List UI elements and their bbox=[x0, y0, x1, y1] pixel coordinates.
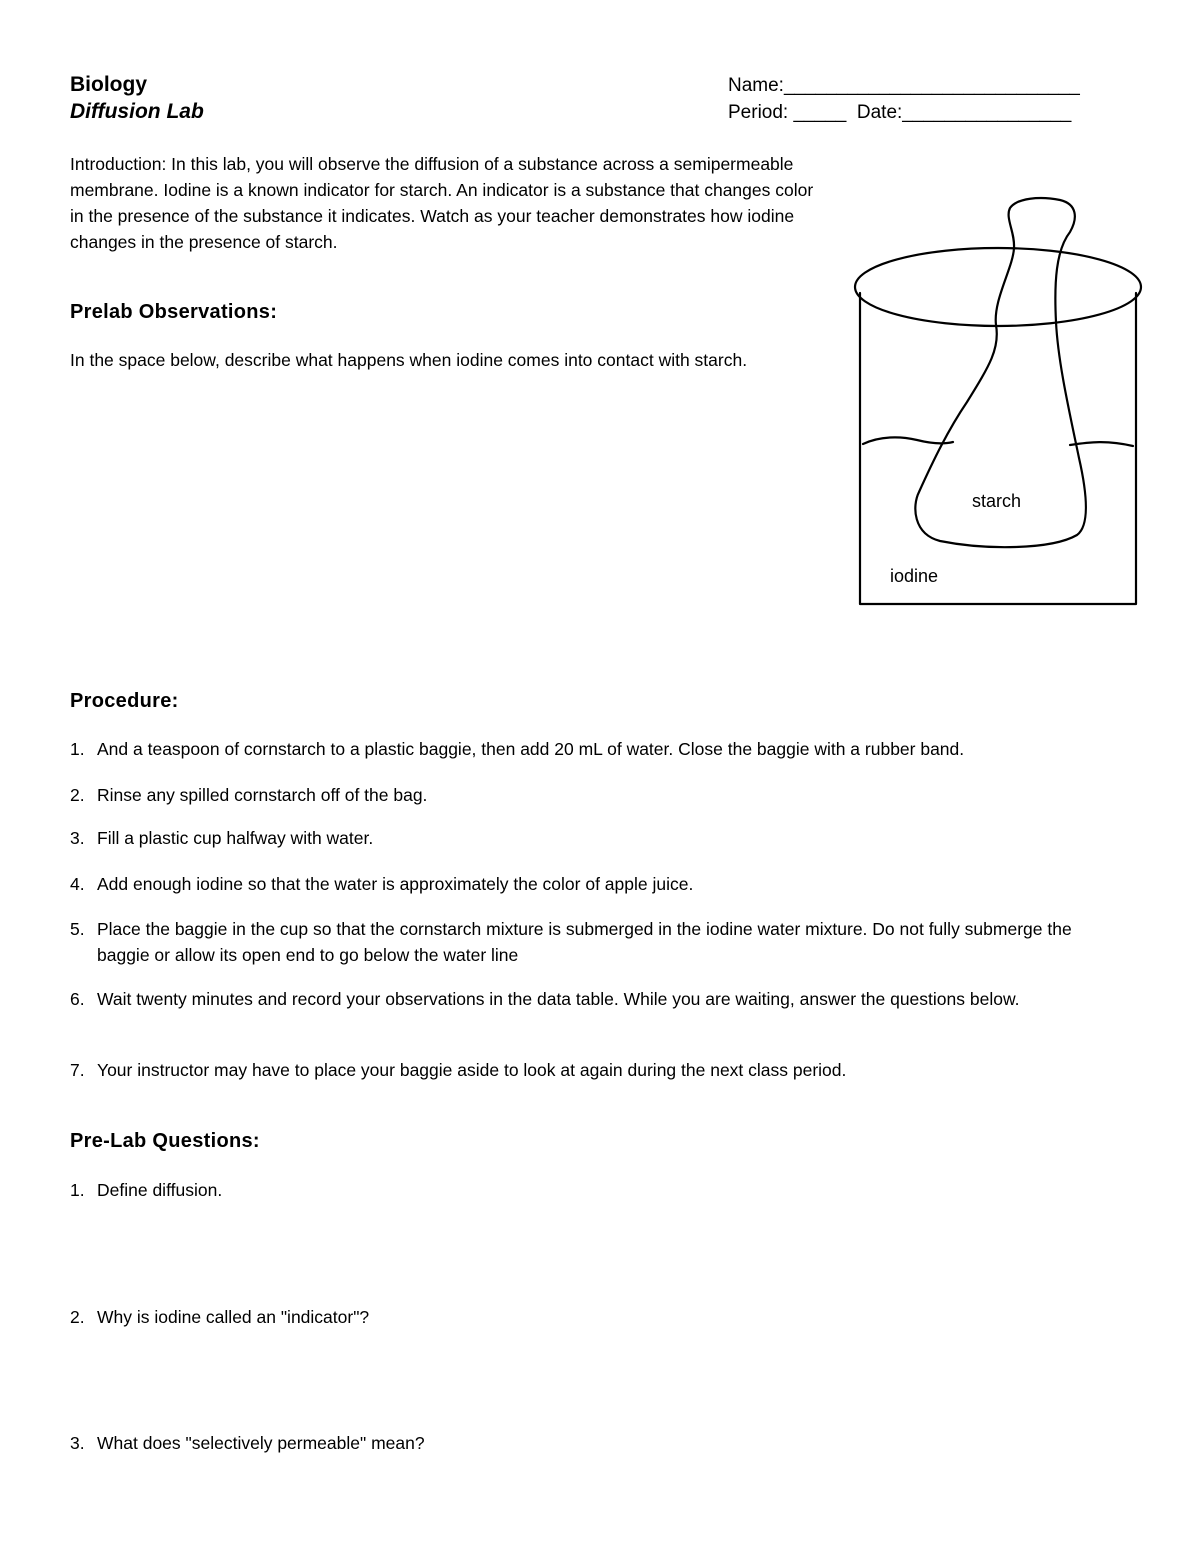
prelab-observations-prompt: In the space below, describe what happens when iodine comes into contact with starch. bbox=[70, 350, 748, 370]
question-text: Why is iodine called an "indicator"? bbox=[97, 1307, 370, 1327]
question-number: 2. bbox=[70, 1307, 85, 1327]
introduction-paragraph: Introduction: In this lab, you will observe the diffusion of a substance across a semipermeable membrane. Iodine is a known indicator for starch. An indicator is a substance that changes color in the presence of the substance it indicates. Watch as your teacher demonstrates how iodine changes in the presence of starch. bbox=[70, 154, 814, 252]
question-text: What does "selectively permeable" mean? bbox=[97, 1433, 425, 1453]
procedure-step-6 bbox=[70, 986, 1100, 1012]
step-text: Place the baggie in the cup so that the cornstarch mixture is submerged in the iodine water mixture. Do not fully submerge the baggie or allow its open end to go below the water line bbox=[97, 919, 1072, 965]
cup-outline bbox=[860, 293, 1136, 604]
step-number: 5. bbox=[70, 919, 85, 939]
step-number: 7. bbox=[70, 1060, 85, 1080]
step-number: 4. bbox=[70, 874, 85, 894]
prelab-question-1 bbox=[70, 1177, 1100, 1203]
water-line-left bbox=[863, 437, 953, 444]
question-number: 3. bbox=[70, 1433, 85, 1453]
procedure-step-7 bbox=[70, 1057, 1100, 1083]
question-text: Define diffusion. bbox=[97, 1180, 223, 1200]
step-text: Your instructor may have to place your baggie aside to look at again during the next class period. bbox=[97, 1060, 847, 1080]
step-text: Add enough iodine so that the water is approximately the color of apple juice. bbox=[97, 874, 694, 894]
prelab-question-3 bbox=[70, 1430, 1100, 1456]
step-number: 2. bbox=[70, 785, 85, 805]
step-text: Wait twenty minutes and record your observations in the data table. While you are waiting, answer the questions below. bbox=[97, 989, 1020, 1009]
procedure-step-3 bbox=[70, 825, 1100, 851]
iodine-label: iodine bbox=[890, 566, 939, 586]
step-number: 3. bbox=[70, 828, 85, 848]
step-number: 6. bbox=[70, 989, 85, 1009]
period-date-field[interactable]: Period: _____ Date:________________ bbox=[728, 102, 1072, 123]
procedure-step-5 bbox=[70, 916, 1100, 968]
water-line-right bbox=[1070, 442, 1133, 446]
cup-rim bbox=[855, 248, 1141, 326]
procedure-step-1 bbox=[70, 736, 1100, 762]
step-text: And a teaspoon of cornstarch to a plastic baggie, then add 20 mL of water. Close the baggie with a rubber band. bbox=[97, 739, 965, 759]
procedure-step-2 bbox=[70, 782, 1100, 808]
step-number: 1. bbox=[70, 739, 85, 759]
question-number: 1. bbox=[70, 1180, 85, 1200]
prelab-questions-heading: Pre-Lab Questions: bbox=[70, 1130, 260, 1152]
course-title: Biology bbox=[70, 73, 147, 96]
prelab-observations-heading: Prelab Observations: bbox=[70, 301, 278, 323]
procedure-heading: Procedure: bbox=[70, 690, 179, 712]
procedure-step-4 bbox=[70, 871, 1100, 897]
starch-label: starch bbox=[972, 491, 1022, 511]
step-text: Rinse any spilled cornstarch off of the bag. bbox=[97, 785, 428, 805]
beaker-diagram bbox=[845, 190, 1155, 615]
name-field[interactable]: Name:____________________________ bbox=[728, 75, 1080, 96]
step-text: Fill a plastic cup halfway with water. bbox=[97, 828, 374, 848]
lab-title: Diffusion Lab bbox=[70, 100, 204, 123]
prelab-question-2 bbox=[70, 1304, 1100, 1330]
